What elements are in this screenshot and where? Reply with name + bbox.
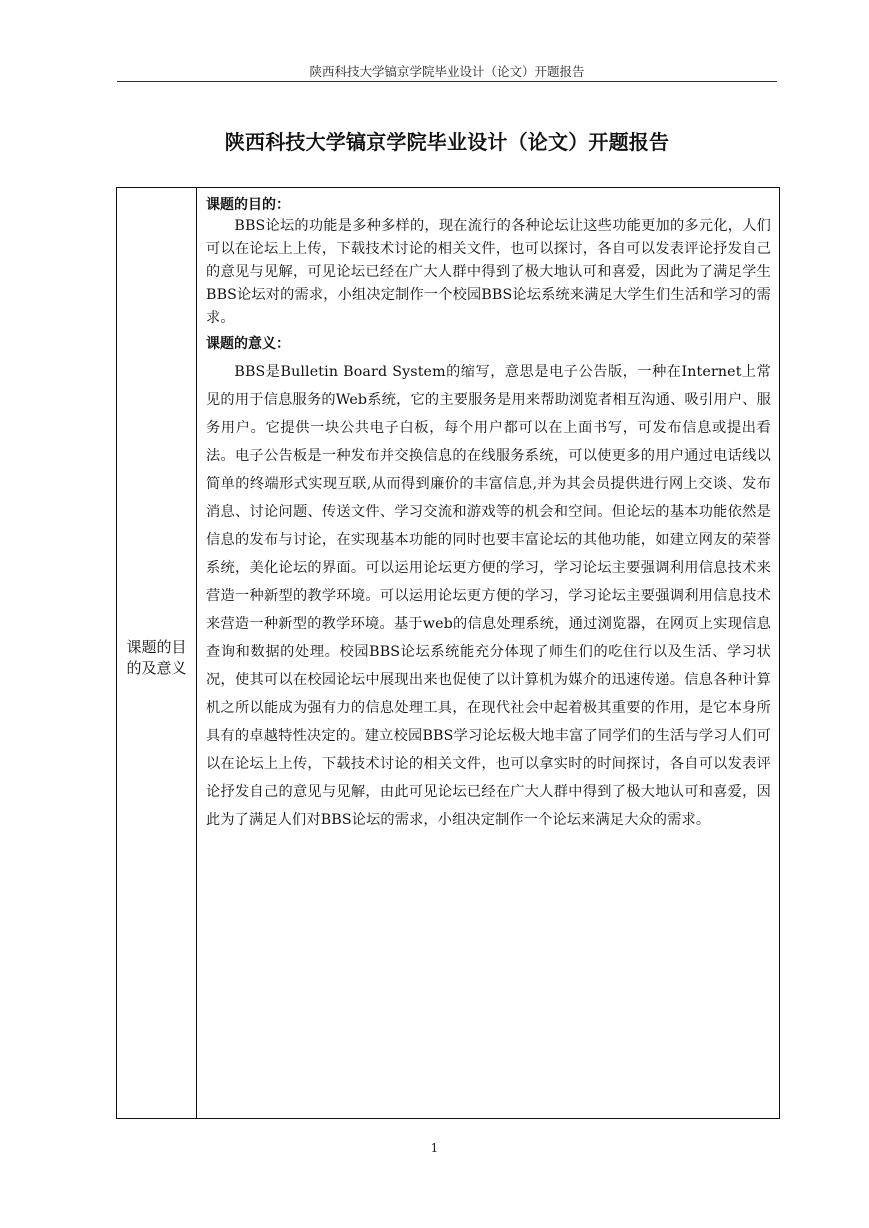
content-cell (198, 188, 779, 1118)
purpose-heading: 课题的目的： (206, 197, 290, 213)
meaning-paragraph: BBS是Bulletin Board System的缩写，意思是电子公告版，一种在Internet上常见的用于信息服务的Web系统，它的主要服务是用来帮助浏览者相互沟通、吸引用户、服务用户。它提供一块公共电子白板，每个用户都可以在上面书写，可发布信息或提出看法。电子公告板是一种发布并交换信息的在线服务系统，可以使更多的用户通过电话线以简单的终端形式实现互联,从而得到廉价的丰富信息,并为其会员提供进行网上交谈、发布消息、讨论问题、传送文件、学习交流和游戏等的机会和空间。但论坛的基本功能依然是信息的发布与讨论，在实现基本功能的同时也要丰富论坛的其他功能，如建立网友的荣誉系统，美化论坛的界面。可以运用论坛更方便的学习，学习论坛主要强调利用信息技术来营造一种新型的教学环境。可以运用论坛更方便的学习，学习论坛主要强调利用信息技术来营造一种新型的教学环境。基于web的信息处理系统，通过浏览器，在网页上实现信息查询和数据的处理。校园BBS论坛系统能充分体现了师生们的吃住行以及生活、学习状况，使其可以在校园论坛中展现出来也促使了以计算机为媒介的迅速传递。信息各种计算机之所以能成为强有力的信息处理工具，在现代社会中起着极其重要的作用，是它本身所具有的卓越特性决定的。建立校园BBS学习论坛极大地丰富了同学们的生活与学习人们可以在论坛上上传，下载技术讨论的相关文件，也可以拿实时的时间探讨，各自可以发表评论抒发自己的意见与见解，由此可见论坛已经在广大人群中得到了极大地认可和喜爱，因此为了满足人们对BBS论坛的需求，小组决定制作一个论坛来满足大众的需求。 (206, 364, 771, 828)
header-rule (117, 81, 777, 82)
page-number: 1 (430, 1141, 439, 1155)
running-header: 陕西科技大学镐京学院毕业设计（论文）开题报告 (309, 64, 585, 79)
row-label-cell (117, 188, 197, 1118)
meaning-heading: 课题的意义： (206, 336, 290, 352)
purpose-paragraph: BBS论坛的功能是多种多样的，现在流行的各种论坛让这些功能更加的多元化，人们可以在论坛上上传，下载技术讨论的相关文件，也可以探讨，各自可以发表评论抒发自己的意见与见解，可见论坛已经在广大人群中得到了极大地认可和喜爱，因此为了满足学生BBS论坛对的需求，小组决定制作一个校园BBS论坛系统来满足大学生们生活和学习的需求。 (206, 218, 771, 326)
proposal-table (116, 187, 780, 1119)
document-title: 陕西科技大学镐京学院毕业设计（论文）开题报告 (224, 130, 670, 154)
row-label: 课题的目的及意义 (126, 638, 187, 677)
